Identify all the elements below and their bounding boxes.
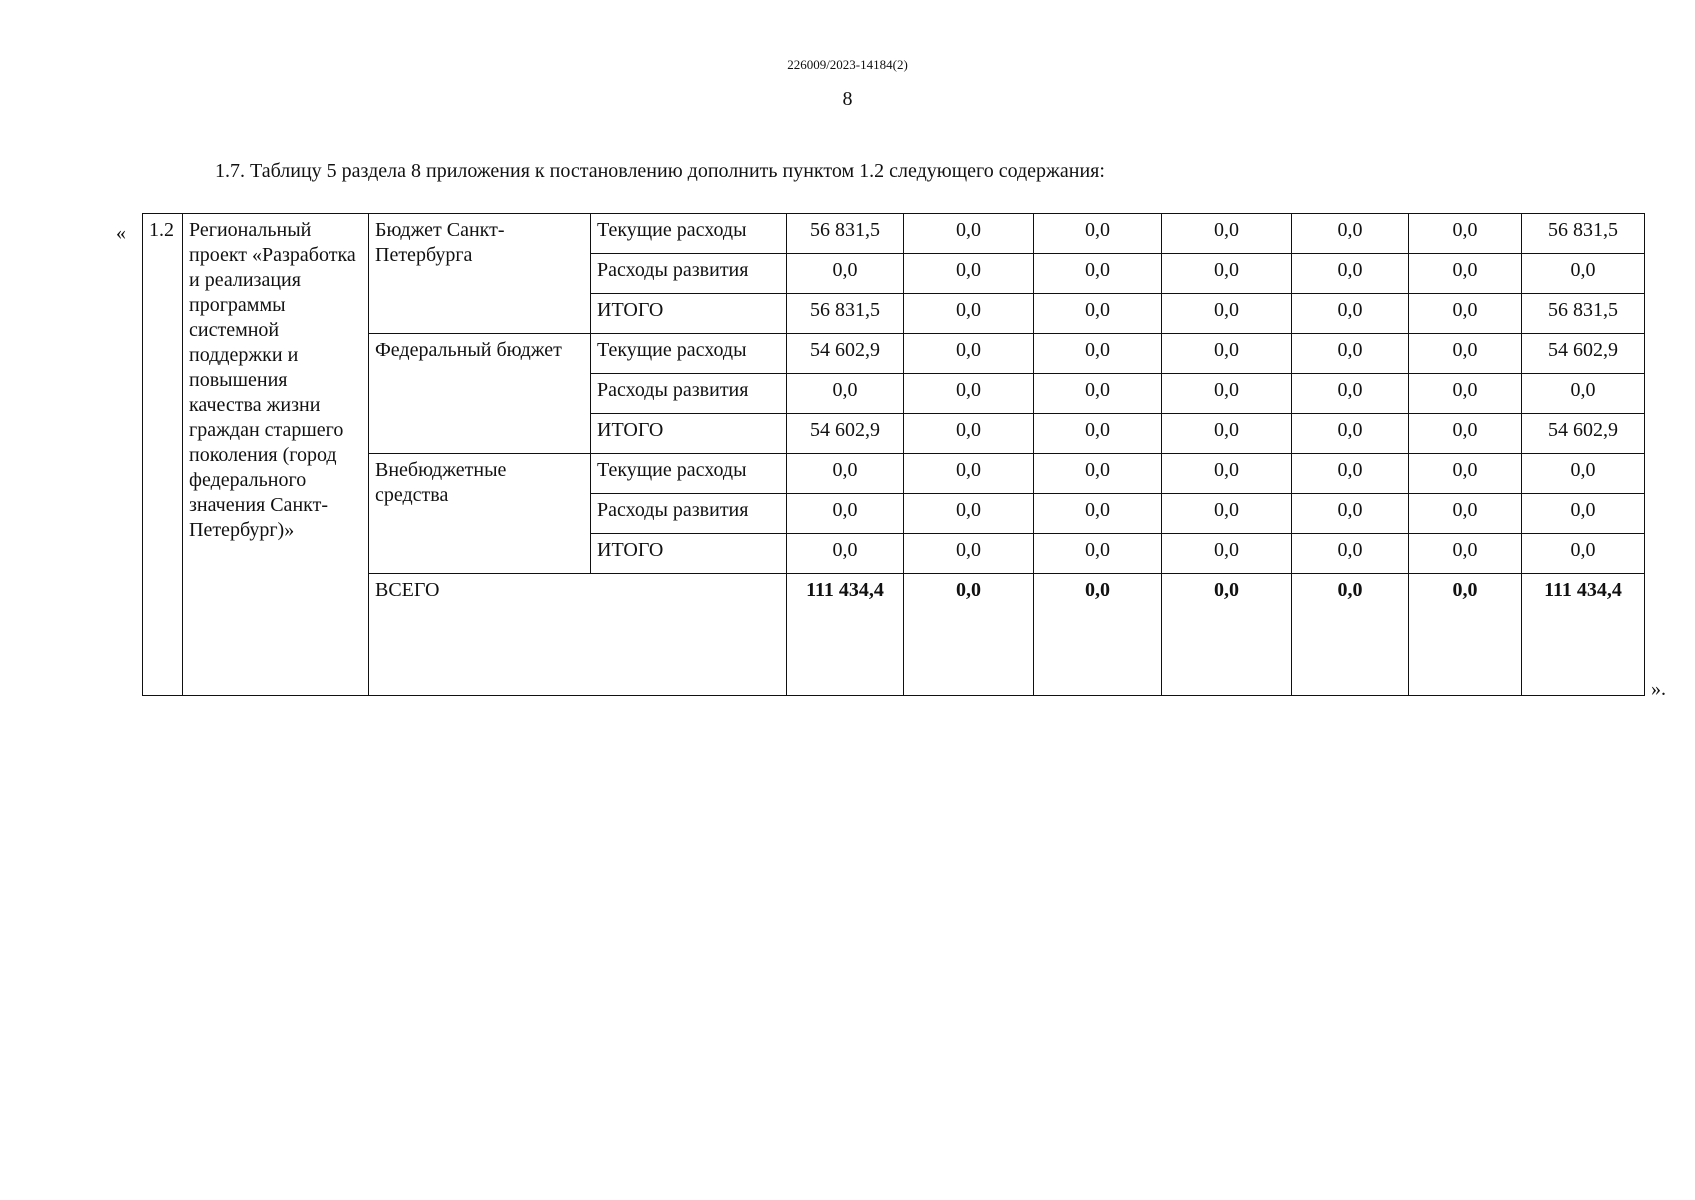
document-number: 226009/2023-14184(2)	[787, 57, 908, 72]
value-cell: 0,0	[1409, 214, 1522, 254]
value-cell: 0,0	[1162, 334, 1292, 374]
value-cell: 0,0	[1034, 254, 1162, 294]
value-cell: 0,0	[1034, 214, 1162, 254]
table-row	[143, 214, 1645, 254]
value-cell: 0,0	[1292, 334, 1409, 374]
finance-table-body	[143, 214, 1645, 696]
total-row	[143, 574, 1645, 696]
finance-table	[142, 213, 1645, 696]
value-cell: 56 831,5	[787, 214, 904, 254]
value-cell: 54 602,9	[787, 334, 904, 374]
value-cell: 0,0	[904, 254, 1034, 294]
value-cell: 0,0	[1409, 494, 1522, 534]
total-value-cell: 0,0	[1162, 574, 1292, 696]
value-cell: 0,0	[904, 334, 1034, 374]
opening-quote: «	[116, 222, 126, 244]
expense-type-cell: Текущие расходы	[591, 334, 787, 374]
value-cell: 0,0	[1162, 534, 1292, 574]
value-cell: 0,0	[1292, 414, 1409, 454]
item-number-cell: 1.2	[143, 214, 183, 696]
value-cell: 56 831,5	[787, 294, 904, 334]
value-cell: 0,0	[1292, 294, 1409, 334]
value-cell: 0,0	[1162, 254, 1292, 294]
total-value-cell: 111 434,4	[1522, 574, 1645, 696]
value-cell: 0,0	[1292, 534, 1409, 574]
value-cell: 0,0	[1292, 374, 1409, 414]
value-cell: 0,0	[1034, 414, 1162, 454]
closing-quote: ».	[1651, 678, 1666, 700]
value-cell: 0,0	[1522, 494, 1645, 534]
value-cell: 0,0	[1409, 334, 1522, 374]
value-cell: 0,0	[1292, 454, 1409, 494]
funding-source-cell: Бюджет Санкт-Петербурга	[369, 214, 591, 334]
funding-source-cell: Федеральный бюджет	[369, 334, 591, 454]
value-cell: 0,0	[1162, 294, 1292, 334]
expense-type-cell: Расходы развития	[591, 374, 787, 414]
value-cell: 0,0	[1409, 454, 1522, 494]
value-cell: 0,0	[1409, 414, 1522, 454]
value-cell: 0,0	[1409, 374, 1522, 414]
value-cell: 0,0	[787, 254, 904, 294]
value-cell: 0,0	[787, 494, 904, 534]
value-cell: 56 831,5	[1522, 294, 1645, 334]
expense-type-cell: Расходы развития	[591, 254, 787, 294]
expense-type-cell: ИТОГО	[591, 294, 787, 334]
value-cell: 0,0	[1162, 494, 1292, 534]
value-cell: 0,0	[904, 294, 1034, 334]
total-value-cell: 0,0	[1409, 574, 1522, 696]
total-label-cell: ВСЕГО	[369, 574, 787, 696]
total-value-cell: 0,0	[1034, 574, 1162, 696]
value-cell: 0,0	[1292, 494, 1409, 534]
value-cell: 0,0	[904, 494, 1034, 534]
value-cell: 0,0	[1162, 454, 1292, 494]
total-value-cell: 111 434,4	[787, 574, 904, 696]
value-cell: 0,0	[1034, 334, 1162, 374]
value-cell: 0,0	[1522, 374, 1645, 414]
value-cell: 0,0	[1292, 254, 1409, 294]
value-cell: 54 602,9	[1522, 414, 1645, 454]
value-cell: 0,0	[1034, 454, 1162, 494]
value-cell: 0,0	[787, 374, 904, 414]
expense-type-cell: Расходы развития	[591, 494, 787, 534]
value-cell: 0,0	[1522, 534, 1645, 574]
table-row	[143, 334, 1645, 374]
value-cell: 54 602,9	[1522, 334, 1645, 374]
value-cell: 0,0	[1162, 414, 1292, 454]
expense-type-cell: Текущие расходы	[591, 454, 787, 494]
total-value-cell: 0,0	[904, 574, 1034, 696]
page-number: 8	[842, 88, 853, 110]
intro-paragraph: 1.7. Таблицу 5 раздела 8 приложения к постановлению дополнить пунктом 1.2 следующего содержания:	[215, 160, 1105, 182]
value-cell: 0,0	[1162, 214, 1292, 254]
table-row	[143, 454, 1645, 494]
value-cell: 54 602,9	[787, 414, 904, 454]
value-cell: 0,0	[1522, 254, 1645, 294]
value-cell: 56 831,5	[1522, 214, 1645, 254]
value-cell: 0,0	[904, 414, 1034, 454]
value-cell: 0,0	[1292, 214, 1409, 254]
value-cell: 0,0	[787, 454, 904, 494]
expense-type-cell: ИТОГО	[591, 534, 787, 574]
value-cell: 0,0	[904, 374, 1034, 414]
value-cell: 0,0	[1034, 294, 1162, 334]
expense-type-cell: ИТОГО	[591, 414, 787, 454]
value-cell: 0,0	[904, 454, 1034, 494]
expense-type-cell: Текущие расходы	[591, 214, 787, 254]
project-name-cell: Региональный проект «Разработка и реализация программы системной поддержки и повышения качества жизни граждан старшего поколения (город федерального значения Санкт-Петербург)»	[183, 214, 369, 696]
value-cell: 0,0	[1034, 494, 1162, 534]
value-cell: 0,0	[1409, 294, 1522, 334]
value-cell: 0,0	[1162, 374, 1292, 414]
value-cell: 0,0	[904, 214, 1034, 254]
value-cell: 0,0	[787, 534, 904, 574]
value-cell: 0,0	[1409, 254, 1522, 294]
value-cell: 0,0	[1034, 374, 1162, 414]
value-cell: 0,0	[1409, 534, 1522, 574]
value-cell: 0,0	[1522, 454, 1645, 494]
total-value-cell: 0,0	[1292, 574, 1409, 696]
value-cell: 0,0	[1034, 534, 1162, 574]
value-cell: 0,0	[904, 534, 1034, 574]
funding-source-cell: Внебюджетные средства	[369, 454, 591, 574]
